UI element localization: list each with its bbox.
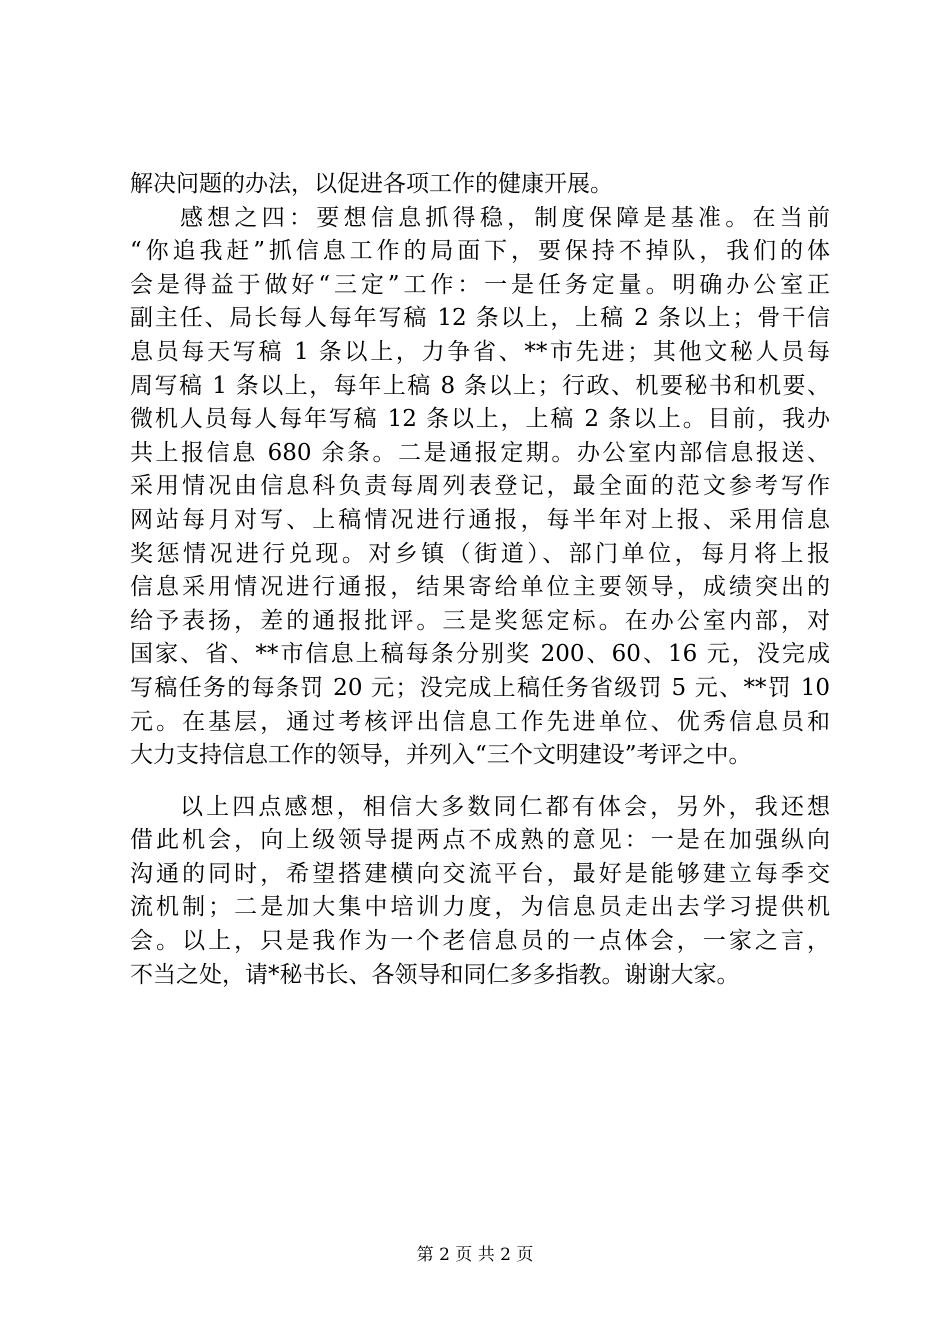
paragraph-2 (130, 202, 830, 773)
text-line: 感想之四：要想信息抓得稳，制度保障是基准。在当前 (180, 204, 830, 231)
text-line: 不当之处，请*秘书长、各领导和同仁多多指教。谢谢大家。 (130, 961, 740, 988)
text-line: 奖惩情况进行兑现。对乡镇（街道）、部门单位，每月将上报 (130, 540, 830, 567)
text-line: 元。在基层，通过考核评出信息工作先进单位、优秀信息员和 (130, 708, 830, 735)
text-line: 网站每月对写、上稿情况进行通报，每半年对上报、采用信息 (130, 506, 830, 533)
text-line: 借此机会，向上级领导提两点不成熟的意见：一是在加强纵向 (130, 827, 830, 854)
paragraph-1 (130, 168, 830, 202)
text-line: 副主任、局长每人每年写稿 12 条以上，上稿 2 条以上；骨干信 (130, 305, 830, 332)
text-line: 周写稿 1 条以上，每年上稿 8 条以上；行政、机要秘书和机要、 (130, 372, 830, 399)
paragraph-spacer (130, 773, 830, 791)
text-line: 信息采用情况进行通报，结果寄给单位主要领导，成绩突出的 (130, 574, 830, 601)
paragraph-3 (130, 791, 830, 993)
text-line: 写稿任务的每条罚 20 元；没完成上稿任务省级罚 5 元、**罚 10 (130, 674, 830, 701)
text-line: 沟通的同时，希望搭建横向交流平台，最好是能够建立每季交 (130, 860, 830, 887)
page-footer: 第 2 页 共 2 页 (416, 1245, 534, 1265)
text-line: 采用情况由信息科负责每周列表登记，最全面的范文参考写作 (130, 473, 830, 500)
text-line: 流机制；二是加大集中培训力度，为信息员走出去学习提供机 (130, 894, 830, 921)
text-line: 息员每天写稿 1 条以上，力争省、**市先进；其他文秘人员每 (130, 338, 830, 365)
document-body (130, 168, 830, 992)
text-line: 共上报信息 680 余条。二是通报定期。办公室内部信息报送、 (130, 439, 830, 466)
text-line: 以上四点感想，相信大多数同仁都有体会，另外，我还想 (180, 793, 830, 820)
text-line: 微机人员每人每年写稿 12 条以上，上稿 2 条以上。目前，我办 (130, 406, 830, 433)
text-line: 大力支持信息工作的领导，并列入“三个文明建设”考评之中。 (130, 742, 752, 769)
text-line: 给予表扬，差的通报批评。三是奖惩定标。在办公室内部，对 (130, 607, 830, 634)
text-line: 会。以上，只是我作为一个老信息员的一点体会，一家之言， (130, 928, 830, 955)
text-line: “你追我赶”抓信息工作的局面下，要保持不掉队，我们的体 (130, 238, 830, 265)
text-line: 会是得益于做好“三定”工作：一是任务定量。明确办公室正 (130, 271, 830, 298)
text-line: 国家、省、**市信息上稿每条分别奖 200、60、16 元，没完成 (130, 641, 830, 668)
text-line: 解决问题的办法，以促进各项工作的健康开展。 (130, 171, 613, 197)
